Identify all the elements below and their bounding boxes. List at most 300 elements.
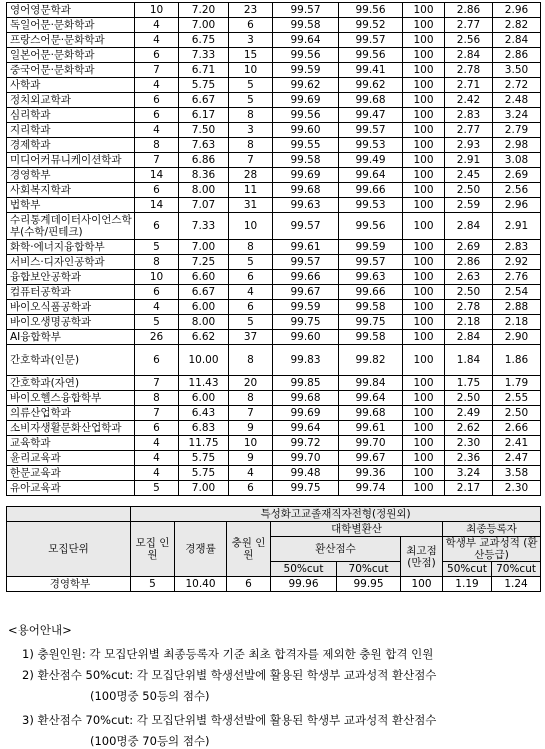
cell-grade50: 2.50 <box>445 183 493 198</box>
cell-score50: 99.59 <box>273 63 339 78</box>
cell-quota: 7 <box>135 63 179 78</box>
cell-ratio: 8.00 <box>179 315 229 330</box>
note-2: 2) 환산점수 50%cut: 각 모집단위별 학생선발에 활용된 학생부 교과성적 환산점수 <box>22 668 437 682</box>
cell-grade70: 2.72 <box>493 78 541 93</box>
cell-score70: 99.49 <box>339 153 403 168</box>
cell-grade70: 2.84 <box>493 33 541 48</box>
cell-score70: 99.66 <box>339 285 403 300</box>
table-row <box>7 183 541 198</box>
cell-score50: 99.58 <box>273 18 339 33</box>
cell-ratio: 6.86 <box>179 153 229 168</box>
cell-ratio: 6.17 <box>179 108 229 123</box>
cell-extra: 5 <box>229 93 273 108</box>
col-score-header: 환산점수 <box>271 537 401 562</box>
t2-max: 100 <box>401 577 443 592</box>
cell-extra: 10 <box>229 436 273 451</box>
cell-max: 100 <box>403 481 445 496</box>
cell-quota: 7 <box>135 153 179 168</box>
table-row <box>7 255 541 270</box>
cell-quota: 6 <box>135 421 179 436</box>
cell-quota: 5 <box>135 240 179 255</box>
cell-grade70: 2.18 <box>493 315 541 330</box>
cell-quota: 4 <box>135 451 179 466</box>
cell-score50: 99.75 <box>273 315 339 330</box>
cell-score50: 99.64 <box>273 33 339 48</box>
cell-unit: 유아교육과 <box>7 481 135 496</box>
cell-grade50: 2.86 <box>445 255 493 270</box>
cell-quota: 8 <box>135 138 179 153</box>
col-extra-header: 충원 인원 <box>227 522 271 577</box>
table-row <box>7 198 541 213</box>
table2-title: 특성화고교졸재직자전형(정원외) <box>131 507 541 522</box>
cell-quota: 26 <box>135 330 179 345</box>
cell-ratio: 6.71 <box>179 63 229 78</box>
cell-score50: 99.83 <box>273 345 339 376</box>
cell-quota: 6 <box>135 93 179 108</box>
table-row <box>7 481 541 496</box>
cell-ratio: 7.25 <box>179 255 229 270</box>
col-unit-header: 모집단위 <box>7 522 131 577</box>
cell-extra: 7 <box>229 406 273 421</box>
cell-extra: 8 <box>229 345 273 376</box>
cell-max: 100 <box>403 183 445 198</box>
cell-extra: 8 <box>229 240 273 255</box>
cell-score50: 99.60 <box>273 330 339 345</box>
cell-quota: 6 <box>135 213 179 240</box>
table-row <box>7 78 541 93</box>
cell-score70: 99.58 <box>339 330 403 345</box>
cell-ratio: 11.43 <box>179 376 229 391</box>
table-row <box>7 48 541 63</box>
cell-score50: 99.69 <box>273 168 339 183</box>
cell-extra: 20 <box>229 376 273 391</box>
cell-extra: 37 <box>229 330 273 345</box>
cell-score70: 99.56 <box>339 48 403 63</box>
cell-max: 100 <box>403 270 445 285</box>
cell-unit: 컴퓨터공학과 <box>7 285 135 300</box>
cell-grade50: 2.69 <box>445 240 493 255</box>
cell-score70: 99.53 <box>339 138 403 153</box>
cell-score70: 99.57 <box>339 33 403 48</box>
cell-ratio: 7.00 <box>179 18 229 33</box>
results-table <box>6 2 541 496</box>
cell-max: 100 <box>403 3 445 18</box>
table-row <box>7 451 541 466</box>
cell-unit: 의류산업학과 <box>7 406 135 421</box>
grade-50-header: 50%cut <box>443 562 492 577</box>
cell-grade70: 2.83 <box>493 240 541 255</box>
cell-ratio: 7.00 <box>179 240 229 255</box>
cell-grade70: 2.79 <box>493 123 541 138</box>
cell-unit: 지리학과 <box>7 123 135 138</box>
cell-ratio: 6.00 <box>179 300 229 315</box>
table-row <box>7 33 541 48</box>
cell-unit: 간호학과(인문) <box>7 345 135 376</box>
cell-score50: 99.56 <box>273 48 339 63</box>
cell-grade50: 2.36 <box>445 451 493 466</box>
cell-score50: 99.55 <box>273 138 339 153</box>
results-table-body <box>7 3 541 496</box>
cell-extra: 28 <box>229 168 273 183</box>
cell-grade50: 3.24 <box>445 466 493 481</box>
cell-score70: 99.64 <box>339 168 403 183</box>
cell-max: 100 <box>403 376 445 391</box>
cell-quota: 5 <box>135 481 179 496</box>
cell-grade50: 2.84 <box>445 330 493 345</box>
cell-grade50: 2.30 <box>445 436 493 451</box>
cell-score70: 99.66 <box>339 183 403 198</box>
table-row <box>7 270 541 285</box>
cell-grade70: 2.76 <box>493 270 541 285</box>
cell-ratio: 7.63 <box>179 138 229 153</box>
cell-score70: 99.68 <box>339 406 403 421</box>
cell-score70: 99.82 <box>339 345 403 376</box>
grade-70-header: 70%cut <box>492 562 541 577</box>
table-row <box>7 240 541 255</box>
cell-grade70: 2.54 <box>493 285 541 300</box>
cell-unit: 사회복지학과 <box>7 183 135 198</box>
cell-max: 100 <box>403 33 445 48</box>
cell-max: 100 <box>403 93 445 108</box>
cell-unit: 일본어문·문화학과 <box>7 48 135 63</box>
table-row <box>7 391 541 406</box>
cell-max: 100 <box>403 63 445 78</box>
table-row <box>7 300 541 315</box>
cell-ratio: 11.75 <box>179 436 229 451</box>
cell-max: 100 <box>403 123 445 138</box>
cell-grade50: 1.75 <box>445 376 493 391</box>
table-row <box>7 285 541 300</box>
cell-grade50: 2.91 <box>445 153 493 168</box>
cell-ratio: 10.00 <box>179 345 229 376</box>
table-row <box>7 421 541 436</box>
table-row <box>7 330 541 345</box>
cell-unit: 경영학부 <box>7 168 135 183</box>
cell-grade70: 2.41 <box>493 436 541 451</box>
cell-score50: 99.72 <box>273 436 339 451</box>
cell-extra: 10 <box>229 63 273 78</box>
t2-score50: 99.96 <box>271 577 337 592</box>
cell-ratio: 6.67 <box>179 93 229 108</box>
table-row <box>7 376 541 391</box>
table-row <box>7 3 541 18</box>
table-row <box>7 436 541 451</box>
cell-grade50: 2.78 <box>445 300 493 315</box>
cell-ratio: 5.75 <box>179 78 229 93</box>
cell-quota: 6 <box>135 183 179 198</box>
cell-extra: 6 <box>229 300 273 315</box>
cell-quota: 6 <box>135 285 179 300</box>
cell-extra: 5 <box>229 255 273 270</box>
col-quota-header: 모집 인원 <box>131 522 175 577</box>
header-blank <box>7 507 131 522</box>
cell-quota: 6 <box>135 48 179 63</box>
cell-quota: 14 <box>135 168 179 183</box>
table-row <box>7 466 541 481</box>
cell-quota: 4 <box>135 18 179 33</box>
group-final-header: 최종등록자 <box>443 522 541 537</box>
cell-unit: 사학과 <box>7 78 135 93</box>
cell-quota: 4 <box>135 123 179 138</box>
cell-max: 100 <box>403 240 445 255</box>
cell-score50: 99.57 <box>273 3 339 18</box>
cell-score50: 99.69 <box>273 406 339 421</box>
cell-ratio: 6.83 <box>179 421 229 436</box>
cell-grade50: 2.45 <box>445 168 493 183</box>
cell-score50: 99.75 <box>273 481 339 496</box>
table-row <box>7 18 541 33</box>
cell-ratio: 7.50 <box>179 123 229 138</box>
cell-score70: 99.57 <box>339 123 403 138</box>
cell-grade50: 2.86 <box>445 3 493 18</box>
cell-max: 100 <box>403 466 445 481</box>
cell-max: 100 <box>403 108 445 123</box>
cell-score50: 99.60 <box>273 123 339 138</box>
cell-extra: 9 <box>229 451 273 466</box>
cell-grade70: 2.92 <box>493 255 541 270</box>
note-3: 3) 환산점수 70%cut: 각 모집단위별 학생선발에 활용된 학생부 교과성적 환산점수 <box>22 713 437 727</box>
cell-unit: 바이오생명공학과 <box>7 315 135 330</box>
cell-unit: 화학·에너지융합학부 <box>7 240 135 255</box>
cell-grade70: 1.79 <box>493 376 541 391</box>
cell-max: 100 <box>403 421 445 436</box>
cell-score50: 99.62 <box>273 78 339 93</box>
cell-score50: 99.56 <box>273 108 339 123</box>
cell-max: 100 <box>403 213 445 240</box>
cell-grade50: 2.49 <box>445 406 493 421</box>
cell-score70: 99.47 <box>339 108 403 123</box>
cell-max: 100 <box>403 406 445 421</box>
table-row <box>7 345 541 376</box>
cell-score70: 99.63 <box>339 270 403 285</box>
cell-unit: 바이오헬스융합학부 <box>7 391 135 406</box>
table-row <box>7 63 541 78</box>
cell-extra: 6 <box>229 18 273 33</box>
score-70-header: 70%cut <box>337 562 401 577</box>
cell-grade70: 2.69 <box>493 168 541 183</box>
cell-score70: 99.52 <box>339 18 403 33</box>
cell-unit: 소비자생활문화산업학과 <box>7 421 135 436</box>
t2-unit: 경영학부 <box>7 577 131 592</box>
cell-max: 100 <box>403 330 445 345</box>
cell-ratio: 6.00 <box>179 391 229 406</box>
group-univ-header: 대학별환산 <box>271 522 443 537</box>
cell-grade70: 3.24 <box>493 108 541 123</box>
cell-grade70: 2.96 <box>493 3 541 18</box>
cell-extra: 8 <box>229 391 273 406</box>
cell-grade50: 2.77 <box>445 123 493 138</box>
cell-unit: 서비스·디자인공학과 <box>7 255 135 270</box>
cell-quota: 4 <box>135 33 179 48</box>
cell-ratio: 6.75 <box>179 33 229 48</box>
cell-grade70: 2.56 <box>493 183 541 198</box>
cell-grade70: 2.66 <box>493 421 541 436</box>
cell-grade70: 2.48 <box>493 93 541 108</box>
cell-grade70: 2.55 <box>493 391 541 406</box>
cell-max: 100 <box>403 48 445 63</box>
t2-extra: 6 <box>227 577 271 592</box>
cell-score50: 99.58 <box>273 153 339 168</box>
cell-unit: 수리통계데이터사이언스학부(수학/핀테크) <box>7 213 135 240</box>
cell-score70: 99.56 <box>339 3 403 18</box>
cell-unit: 미디어커뮤니케이션학과 <box>7 153 135 168</box>
cell-score70: 99.64 <box>339 391 403 406</box>
cell-ratio: 7.33 <box>179 48 229 63</box>
cell-grade70: 2.90 <box>493 330 541 345</box>
score-50-header: 50%cut <box>271 562 337 577</box>
col-max-header: 최고점 (만점) <box>401 537 443 577</box>
cell-ratio: 6.62 <box>179 330 229 345</box>
cell-unit: 정치외교학과 <box>7 93 135 108</box>
cell-ratio: 7.07 <box>179 198 229 213</box>
cell-max: 100 <box>403 285 445 300</box>
cell-score50: 99.59 <box>273 300 339 315</box>
cell-quota: 14 <box>135 198 179 213</box>
cell-max: 100 <box>403 391 445 406</box>
cell-score50: 99.48 <box>273 466 339 481</box>
cell-max: 100 <box>403 300 445 315</box>
cell-grade50: 2.77 <box>445 18 493 33</box>
table-row <box>7 168 541 183</box>
cell-max: 100 <box>403 451 445 466</box>
cell-grade50: 2.62 <box>445 421 493 436</box>
cell-grade70: 2.47 <box>493 451 541 466</box>
cell-score50: 99.66 <box>273 270 339 285</box>
cell-grade50: 2.42 <box>445 93 493 108</box>
cell-extra: 9 <box>229 421 273 436</box>
cell-grade50: 2.56 <box>445 33 493 48</box>
cell-quota: 6 <box>135 345 179 376</box>
table-row <box>7 123 541 138</box>
cell-unit: 독일어문·문화학과 <box>7 18 135 33</box>
cell-grade50: 2.50 <box>445 285 493 300</box>
cell-extra: 5 <box>229 315 273 330</box>
cell-unit: 프랑스어문·문화학과 <box>7 33 135 48</box>
cell-unit: 영어영문학과 <box>7 3 135 18</box>
cell-extra: 4 <box>229 285 273 300</box>
cell-grade50: 2.63 <box>445 270 493 285</box>
cell-score70: 99.57 <box>339 255 403 270</box>
cell-score70: 99.68 <box>339 93 403 108</box>
cell-ratio: 7.33 <box>179 213 229 240</box>
cell-unit: AI융합학부 <box>7 330 135 345</box>
cell-grade50: 2.84 <box>445 213 493 240</box>
cell-max: 100 <box>403 255 445 270</box>
cell-unit: 법학부 <box>7 198 135 213</box>
cell-max: 100 <box>403 138 445 153</box>
cell-max: 100 <box>403 168 445 183</box>
cell-quota: 10 <box>135 270 179 285</box>
cell-extra: 23 <box>229 3 273 18</box>
cell-extra: 3 <box>229 123 273 138</box>
cell-unit: 바이오식품공학과 <box>7 300 135 315</box>
cell-max: 100 <box>403 153 445 168</box>
cell-max: 100 <box>403 315 445 330</box>
cell-extra: 8 <box>229 108 273 123</box>
cell-score70: 99.56 <box>339 213 403 240</box>
cell-extra: 31 <box>229 198 273 213</box>
cell-extra: 8 <box>229 138 273 153</box>
cell-extra: 10 <box>229 213 273 240</box>
table-row <box>7 108 541 123</box>
cell-grade70: 2.88 <box>493 300 541 315</box>
table-row <box>7 406 541 421</box>
cell-extra: 4 <box>229 466 273 481</box>
cell-ratio: 7.00 <box>179 481 229 496</box>
cell-unit: 한문교육과 <box>7 466 135 481</box>
cell-max: 100 <box>403 345 445 376</box>
col-ratio-header: 경쟁률 <box>175 522 227 577</box>
cell-score50: 99.57 <box>273 213 339 240</box>
cell-quota: 7 <box>135 376 179 391</box>
cell-quota: 8 <box>135 255 179 270</box>
cell-score70: 99.61 <box>339 421 403 436</box>
cell-ratio: 6.43 <box>179 406 229 421</box>
cell-quota: 4 <box>135 466 179 481</box>
cell-score70: 99.84 <box>339 376 403 391</box>
cell-grade70: 2.96 <box>493 198 541 213</box>
t2-score70: 99.95 <box>337 577 401 592</box>
cell-extra: 3 <box>229 33 273 48</box>
cell-grade70: 2.30 <box>493 481 541 496</box>
cell-ratio: 8.00 <box>179 183 229 198</box>
cell-max: 100 <box>403 78 445 93</box>
note-2-detail: (100명중 50등의 점수) <box>90 689 210 703</box>
cell-score50: 99.67 <box>273 285 339 300</box>
t2-grade70: 1.24 <box>492 577 541 592</box>
cell-max: 100 <box>403 436 445 451</box>
cell-max: 100 <box>403 18 445 33</box>
note-3-detail: (100명중 70등의 점수) <box>90 734 210 748</box>
cell-quota: 8 <box>135 391 179 406</box>
t2-quota: 5 <box>131 577 175 592</box>
cell-grade70: 2.50 <box>493 406 541 421</box>
cell-grade50: 2.59 <box>445 198 493 213</box>
cell-score70: 99.36 <box>339 466 403 481</box>
special-admission-table <box>6 506 541 592</box>
cell-unit: 중국어문·문화학과 <box>7 63 135 78</box>
cell-grade50: 2.84 <box>445 48 493 63</box>
cell-grade70: 2.91 <box>493 213 541 240</box>
cell-score50: 99.63 <box>273 198 339 213</box>
cell-unit: 간호학과(자연) <box>7 376 135 391</box>
t2-grade50: 1.19 <box>443 577 492 592</box>
cell-unit: 윤리교육과 <box>7 451 135 466</box>
cell-grade50: 2.18 <box>445 315 493 330</box>
cell-grade70: 3.58 <box>493 466 541 481</box>
cell-unit: 경제학과 <box>7 138 135 153</box>
cell-score70: 99.41 <box>339 63 403 78</box>
cell-unit: 교육학과 <box>7 436 135 451</box>
cell-score70: 99.74 <box>339 481 403 496</box>
note-1: 1) 충원인원: 각 모집단위별 최종등록자 기준 최초 합격자를 제외한 충원 합격 인원 <box>22 647 434 661</box>
cell-grade50: 2.78 <box>445 63 493 78</box>
notes-title: <용어안내> <box>8 623 72 637</box>
cell-unit: 심리학과 <box>7 108 135 123</box>
table-row <box>7 213 541 240</box>
table-row <box>7 153 541 168</box>
cell-grade50: 2.83 <box>445 108 493 123</box>
col-grade-header: 학생부 교과성적 (환산등급) <box>443 537 541 562</box>
cell-grade50: 2.93 <box>445 138 493 153</box>
cell-ratio: 6.67 <box>179 285 229 300</box>
cell-max: 100 <box>403 198 445 213</box>
cell-score70: 99.53 <box>339 198 403 213</box>
cell-grade50: 2.17 <box>445 481 493 496</box>
cell-grade50: 2.50 <box>445 391 493 406</box>
cell-grade70: 3.08 <box>493 153 541 168</box>
cell-score50: 99.61 <box>273 240 339 255</box>
